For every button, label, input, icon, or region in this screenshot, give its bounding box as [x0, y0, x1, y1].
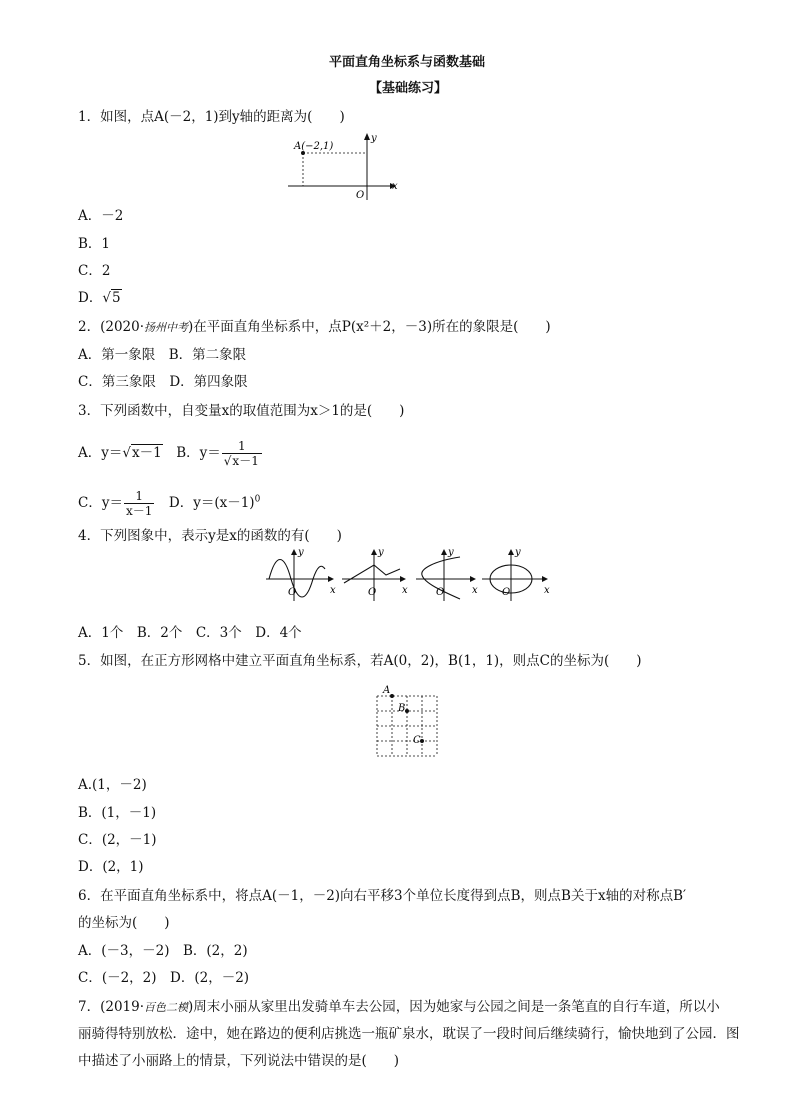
q3-option-c-fraction: [124, 489, 154, 518]
q1-figure: [280, 130, 405, 202]
q1-option-d-root: 5: [111, 290, 121, 306]
q7-stem-line3: 中描述了小丽路上的情景，下列说法中错误的是( ): [78, 1053, 400, 1069]
sqrt-icon: √: [122, 445, 131, 461]
q1-x-label: x: [392, 181, 398, 192]
q1-option-b: B．1: [78, 236, 111, 252]
q1-option-d-prefix: D．: [78, 290, 103, 306]
q1-y-arrow-icon: [364, 133, 370, 140]
sine-curve: [269, 560, 325, 598]
q4-graph-2: [340, 545, 416, 603]
q3-option-b-root: x－1: [232, 454, 259, 468]
q3-option-d-exponent: 0: [254, 494, 261, 505]
q3-options-row2: [78, 489, 260, 518]
page-title: 平面直角坐标系与函数基础: [329, 55, 486, 70]
q5-stem: 5．如图，在正方形网格中建立平面直角坐标系，若A(0，2)，B(1，1)，则点C的坐标为( ): [78, 653, 642, 669]
q5-point-a: [390, 694, 394, 698]
q3-option-b-fraction: [222, 439, 262, 468]
q5-option-c: C．(2，－1): [78, 832, 157, 848]
q3-stem: 3．下列函数中，自变量x的取值范围为x＞1的是( ): [78, 403, 405, 419]
arrow-icon: [291, 549, 297, 555]
q2-stem-pre: 2．(2020·: [78, 319, 145, 335]
q3-option-b-prefix: B．y＝: [162, 445, 221, 461]
q5-point-b: [405, 709, 409, 713]
axis-x-label: x: [544, 585, 550, 596]
sqrt-icon: √: [223, 454, 232, 468]
q3-option-b-denominator: [222, 454, 262, 468]
q5-grid-figure: [372, 684, 442, 760]
q3-option-b-numerator: 1: [222, 439, 262, 454]
q6-options-row1: A．(－3，－2) B．(2，2): [78, 943, 248, 959]
q4-graph-3: [414, 545, 484, 603]
q1-option-c: C．2: [78, 263, 111, 279]
q4-options: A．1个 B．2个 C．3个 D．4个: [78, 625, 302, 641]
arrow-icon: [400, 576, 406, 582]
axis-origin-label: O: [288, 587, 297, 598]
q1-origin-label: O: [356, 190, 365, 201]
q2-stem: [78, 318, 551, 337]
q1-stem: 1．如图，点A(－2，1)到y轴的距离为( ): [78, 109, 345, 125]
q6-stem-line2: 的坐标为( ): [78, 915, 170, 931]
q7-stem-line1: [78, 998, 720, 1017]
q3-option-c-numerator: 1: [124, 489, 154, 504]
q5-label-c: C: [413, 735, 421, 746]
q3-option-c-denominator: x－1: [125, 504, 153, 518]
q3-options-row1: [78, 439, 263, 468]
q2-options-row2: C．第三象限 D．第四象限: [78, 374, 248, 390]
q5-label-a: A: [383, 685, 391, 696]
q3-option-a-prefix: A．y＝: [78, 445, 123, 461]
q2-options-row1: A．第一象限 B．第二象限: [78, 347, 247, 363]
q5-option-d: D．(2，1): [78, 859, 144, 875]
q3-option-d-text: D．y＝(x－1): [155, 495, 255, 511]
axis-x-label: x: [402, 585, 408, 596]
q7-stem-line2: 丽骑得特别放松．途中，她在路边的便利店挑选一瓶矿泉水，耽误了一段时间后继续骑行，愉快地到了公园．图: [78, 1026, 740, 1042]
q3-option-a-root: x－1: [132, 445, 162, 461]
q7-source: 百色二模: [144, 1001, 189, 1014]
arrow-icon: [508, 549, 514, 555]
q1-option-a: A．－2: [78, 208, 124, 224]
axis-y-label: y: [378, 547, 384, 558]
q7-stem-pre: 7．(2019·: [78, 999, 145, 1015]
q6-options-row2: C．(－2，2) D．(2，－2): [78, 970, 250, 986]
q4-graph-4: [480, 545, 558, 603]
q2-stem-post: )在平面直角坐标系中，点P(x²＋2，－3)所在的象限是( ): [188, 319, 551, 335]
arrow-icon: [371, 549, 377, 555]
q2-source: 扬州中考: [144, 321, 189, 334]
axis-y-label: y: [298, 547, 304, 558]
q5-option-b: B．(1，－1): [78, 805, 157, 821]
axis-origin-label: O: [368, 587, 377, 598]
axis-origin-label: O: [436, 587, 445, 598]
q1-y-label: y: [371, 133, 377, 144]
q5-label-b: B: [398, 703, 406, 714]
broken-line: [344, 565, 400, 583]
axis-x-label: x: [330, 585, 336, 596]
q7-stem-post: )周末小丽从家里出发骑单车去公园，因为她家与公园之间是一条笔直的自行车道，所以小: [188, 999, 720, 1015]
q6-stem-line1: 6．在平面直角坐标系中，将点A(－1，－2)向右平移3个单位长度得到点B，则点B关于x轴的对称点B′: [78, 888, 687, 904]
arrow-icon: [328, 576, 334, 582]
axis-y-label: y: [515, 547, 521, 558]
q1-point-label: A(−2,1): [294, 141, 334, 152]
q5-option-a: A.(1，－2): [78, 777, 147, 793]
section-heading: 【基础练习】: [369, 81, 448, 96]
sqrt-icon: √: [102, 290, 111, 306]
axis-y-label: y: [448, 547, 454, 558]
q4-graph-1: [264, 545, 340, 603]
q5-dashed-grid: [377, 696, 437, 756]
arrow-icon: [542, 576, 548, 582]
axis-x-label: x: [472, 585, 478, 596]
q3-option-c-prefix: C．y＝: [78, 495, 123, 511]
q1-option-d: [78, 289, 122, 307]
arrow-icon: [470, 576, 476, 582]
axis-origin-label: O: [502, 587, 511, 598]
q4-stem: 4．下列图象中，表示y是x的函数的有( ): [78, 528, 342, 544]
arrow-icon: [441, 549, 447, 555]
